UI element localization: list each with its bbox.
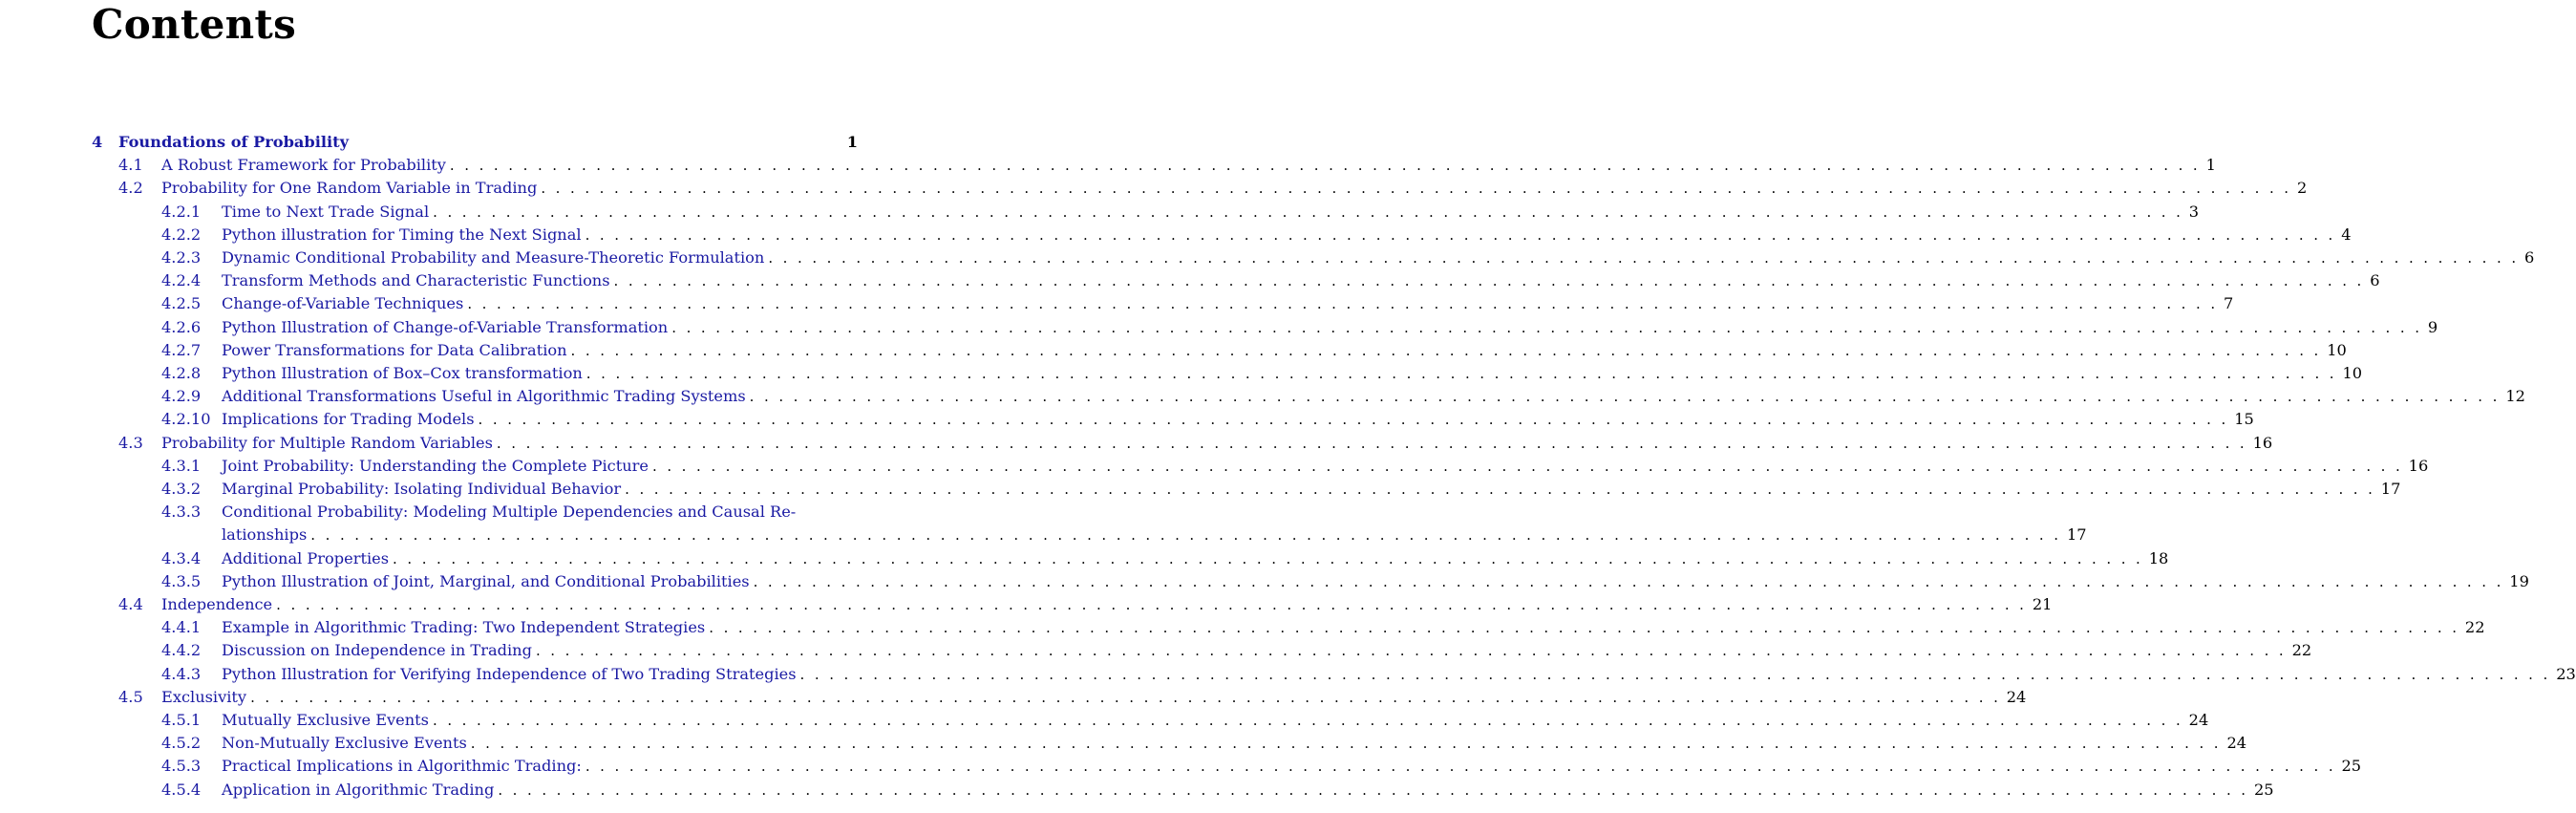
- toc-entry-title[interactable]: Python Illustration of Joint, Marginal, and Conditional Probabilities: [222, 571, 750, 590]
- dot-leader: . . . . . . . . . . . . . . . . . . . . . . . . . . . . . . . . . . . . . . . . . . . . . . . . . . . . . . . . . . . . . . . . . . . . . . . . . . . . . . . . . . . . . . . . . . . . . . . . . . . . . . . . . . . . . . . . . . . . . . . .: [535, 642, 2287, 660]
- toc-entry-number[interactable]: 4.2.7: [161, 340, 202, 359]
- toc-page-number[interactable]: 16: [2408, 456, 2429, 475]
- toc-subsection-entry[interactable]: [161, 502, 858, 523]
- dot-leader: . . . . . . . . . . . . . . . . . . . . . . . . . . . . . . . . . . . . . . . . . . . . . . . . . . . . . . . . . . . . . . . . . . . . . . . . . . . . . . . . . . . . . . . . . . . . . . . . . . . . . . . . . . . . . . . . . . . . . . . .: [498, 781, 2248, 799]
- toc-section-entry[interactable]: [118, 687, 2027, 708]
- toc-entry-title[interactable]: Marginal Probability: Isolating Individual Behavior: [222, 480, 622, 498]
- toc-entry-title[interactable]: Practical Implications in Algorithmic Trading:: [222, 757, 582, 776]
- toc-entry-number[interactable]: 4.2.2: [161, 225, 202, 244]
- toc-subsection-entry[interactable]: [161, 363, 2363, 384]
- toc-subsection-entry[interactable]: [161, 225, 2352, 246]
- toc-page-number[interactable]: 6: [2524, 248, 2535, 267]
- toc-page-number[interactable]: 22: [2464, 618, 2485, 637]
- toc-page-number[interactable]: 22: [2291, 641, 2312, 660]
- toc-entry-number[interactable]: 4.2: [118, 179, 143, 198]
- toc-entry-title[interactable]: Probability for Multiple Random Variables: [161, 433, 493, 452]
- toc-section-entry[interactable]: [118, 594, 2053, 615]
- toc-page-number[interactable]: 19: [2509, 571, 2529, 590]
- toc-subsection-entry[interactable]: [161, 733, 2247, 754]
- toc-entry-title[interactable]: Transform Methods and Characteristic Functions: [222, 271, 610, 290]
- toc-page-number[interactable]: 17: [2066, 525, 2087, 545]
- dot-leader: . . . . . . . . . . . . . . . . . . . . . . . . . . . . . . . . . . . . . . . . . . . . . . . . . . . . . . . . . . . . . . . . . . . . . . . . . . . . . . . . . . . . . . . . . . . . . . . . . . . . . . . . . . . . . . . . . . . . . . . .: [709, 619, 2459, 637]
- toc-entry-title[interactable]: Joint Probability: Understanding the Complete Picture: [222, 456, 649, 475]
- toc-entry-title[interactable]: Power Transformations for Data Calibration: [222, 340, 567, 359]
- dot-leader: . . . . . . . . . . . . . . . . . . . . . . . . . . . . . . . . . . . . . . . . . . . . . . . . . . . . . . . . . . . . . . . . . . . . . . . . . . . . . . . . . . . . . . . . . . . . . . . . . . . . . . . . . . . . . . . . . . . . . . . .: [671, 318, 2422, 336]
- toc-entry-number[interactable]: 4.3: [118, 433, 143, 452]
- toc-entry-title[interactable]: Foundations of Probability: [118, 133, 350, 151]
- toc-subsection-entry[interactable]: [161, 456, 2429, 477]
- toc-entry-number[interactable]: 4.3.5: [161, 571, 202, 590]
- toc-page-number[interactable]: 1: [846, 133, 858, 151]
- toc-entry-number[interactable]: 4.4.1: [161, 618, 202, 637]
- toc-page-number[interactable]: 7: [2224, 294, 2234, 313]
- toc-entry-number[interactable]: 4.5.2: [161, 734, 202, 753]
- toc-page-number[interactable]: 3: [2188, 202, 2200, 221]
- toc-entry-title[interactable]: Exclusivity: [161, 687, 247, 706]
- toc-entry-title[interactable]: Python Illustration for Verifying Independence of Two Trading Strategies: [222, 664, 797, 683]
- toc-entry-number[interactable]: 4.3.1: [161, 456, 202, 475]
- dot-leader: . . . . . . . . . . . . . . . . . . . . . . . . . . . . . . . . . . . . . . . . . . . . . . . . . . . . . . . . . . . . . . . . . . . . . . . . . . . . . . . . . . . . . . . . . . . . . . . . . . . . . . . . . . . . . . . . . . . . . . . .: [585, 225, 2336, 244]
- dot-leader: . . . . . . . . . . . . . . . . . . . . . . . . . . . . . . . . . . . . . . . . . . . . . . . . . . . . . . . . . . . . . . . . . . . . . . . . . . . . . . . . . . . . . . . . . . . . . . . . . . . . . . . . . . . . . . . . . . . . . . . .: [449, 157, 2201, 175]
- toc-subsection-entry[interactable]: [161, 202, 2200, 223]
- toc-entry-title[interactable]: Application in Algorithmic Trading: [222, 780, 495, 799]
- toc-entry-number[interactable]: 4.2.5: [161, 294, 202, 313]
- toc-entry-title[interactable]: Dynamic Conditional Probability and Measure-Theoretic Formulation: [222, 248, 765, 267]
- toc-page-number[interactable]: 25: [2341, 757, 2362, 776]
- dot-leader: . . . . . . . . . . . . . . . . . . . . . . . . . . . . . . . . . . . . . . . . . . . . . . . . . . . . . . . . . . . . . . . . . . . . . . . . . . . . . . . . . . . . . . . . . . . . . . . . . . . . . . . . . . . . . . . . . . . . . . . .: [570, 341, 2322, 359]
- toc-entry-title[interactable]: Time to Next Trade Signal: [222, 202, 430, 221]
- toc-entry-number[interactable]: 4.2.8: [161, 364, 202, 382]
- toc-page-number[interactable]: 10: [2342, 364, 2363, 382]
- toc-entry-title[interactable]: A Robust Framework for Probability: [161, 156, 446, 175]
- toc-entry-number[interactable]: 4.5.3: [161, 757, 202, 776]
- toc-entry-number[interactable]: 4.2.6: [161, 317, 202, 336]
- toc-page-number[interactable]: 24: [2226, 734, 2247, 753]
- toc-entry-number[interactable]: 4.3.4: [161, 548, 202, 567]
- dot-leader: . . . . . . . . . . . . . . . . . . . . . . . . . . . . . . . . . . . . . . . . . . . . . . . . . . . . . . . . . . . . . . . . . . . . . . . . . . . . . . . . . . . . . . . . . . . . . . . . . . . . . . . . . . . . . . . . . . . . . . . .: [478, 411, 2229, 429]
- toc-entry-number[interactable]: 4.2.10: [161, 410, 211, 429]
- toc-subsection-entry[interactable]: [161, 293, 2234, 314]
- toc-page-number[interactable]: 18: [2148, 548, 2169, 567]
- dot-leader: . . . . . . . . . . . . . . . . . . . . . . . . . . . . . . . . . . . . . . . . . . . . . . . . . . . . . . . . . . . . . . . . . . . . . . . . . . . . . . . . . . . . . . . . . . . . . . . . . . . . . . . . . . . . . . . . . . . . . . . .: [310, 526, 2061, 545]
- toc-chapter-entry[interactable]: [92, 132, 858, 153]
- toc-entry-title-continuation[interactable]: lationships: [222, 525, 308, 545]
- toc-entry-title[interactable]: Implications for Trading Models: [222, 410, 475, 429]
- page-title: Contents: [92, 1, 297, 48]
- toc-entry-number[interactable]: 4.4: [118, 595, 143, 613]
- dot-leader: . . . . . . . . . . . . . . . . . . . . . . . . . . . . . . . . . . . . . . . . . . . . . . . . . . . . . . . . . . . . . . . . . . . . . . . . . . . . . . . . . . . . . . . . . . . . . . . . . . . . . . . . . . . . . . . . . . . . . . . .: [585, 365, 2337, 382]
- toc-entry-title[interactable]: Non-Mutually Exclusive Events: [222, 734, 467, 753]
- toc-page-number[interactable]: 21: [2032, 595, 2053, 613]
- toc-section-entry[interactable]: [118, 178, 2308, 199]
- toc-entry-number[interactable]: 4.3.3: [161, 503, 202, 522]
- toc-subsection-entry[interactable]: [161, 409, 2254, 430]
- toc-section-entry[interactable]: [118, 155, 2216, 176]
- toc-page-number[interactable]: 4: [2341, 225, 2352, 244]
- toc-entry-number[interactable]: 4.4.3: [161, 664, 202, 683]
- toc-subsection-entry[interactable]: [161, 340, 2347, 361]
- toc-subsection-entry[interactable]: [161, 640, 2312, 661]
- toc-page-number[interactable]: 12: [2505, 387, 2525, 406]
- toc-entry-continuation[interactable]: [222, 524, 2087, 546]
- toc-entry-number[interactable]: 4.1: [118, 156, 143, 175]
- toc-page-number[interactable]: 6: [2370, 271, 2380, 290]
- toc-subsection-entry[interactable]: [161, 780, 2274, 801]
- toc-subsection-entry[interactable]: [161, 270, 2380, 291]
- dot-leader: . . . . . . . . . . . . . . . . . . . . . . . . . . . . . . . . . . . . . . . . . . . . . . . . . . . . . . . . . . . . . . . . . . . . . . . . . . . . . . . . . . . . . . . . . . . . . . . . . . . . . . . . . . . . . . . . . . . . . . . .: [393, 549, 2143, 567]
- toc-subsection-entry[interactable]: [161, 386, 2525, 407]
- dot-leader: . . . . . . . . . . . . . . . . . . . . . . . . . . . . . . . . . . . . . . . . . . . . . . . . . . . . . . . . . . . . . . . . . . . . . . . . . . . . . . . . . . . . . . . . . . . . . . . . . . . . . . . . . . . . . . . . . . . . . . . .: [250, 688, 2001, 706]
- toc-entry-number[interactable]: 4.2.4: [161, 271, 202, 290]
- toc-entry-number[interactable]: 4.5: [118, 687, 143, 706]
- dot-leader: . . . . . . . . . . . . . . . . . . . . . . . . . . . . . . . . . . . . . . . . . . . . . . . . . . . . . . . . . . . . . . . . . . . . . . . . . . . . . . . . . . . . . . . . . . . . . . . . . . . . . . . . . . . . . . . . . . . . . . . .: [613, 272, 2365, 290]
- toc-subsection-entry[interactable]: [161, 571, 2529, 592]
- toc-entry-title[interactable]: Discussion on Independence in Trading: [222, 641, 532, 660]
- toc-entry-title[interactable]: Python illustration for Timing the Next Signal: [222, 225, 582, 244]
- toc-page-number[interactable]: 9: [2427, 317, 2438, 336]
- toc-page-number[interactable]: 16: [2252, 433, 2273, 452]
- dot-leader: . . . . . . . . . . . . . . . . . . . . . . . . . . . . . . . . . . . . . . . . . . . . . . . . . . . . . . . . . . . . . . . . . . . . . . . . . . . . . . . . . . . . . . . . . . . . . . . . . . . . . . . . . . . . . . . . . . . . . . . .: [749, 388, 2501, 406]
- toc-entry-title[interactable]: Additional Properties: [222, 548, 390, 567]
- toc-entry-number[interactable]: 4.2.9: [161, 387, 202, 406]
- toc-page-number[interactable]: 2: [2296, 179, 2308, 198]
- toc-entry-title[interactable]: Mutually Exclusive Events: [222, 711, 429, 729]
- toc-entry-title[interactable]: Python Illustration of Change-of-Variable Transformation: [222, 317, 669, 336]
- toc-entry-title[interactable]: Python Illustration of Box–Cox transformation: [222, 364, 583, 382]
- toc-subsection-entry[interactable]: [161, 317, 2438, 338]
- toc-page-number[interactable]: 10: [2327, 340, 2347, 359]
- toc-page-number[interactable]: 23: [2556, 664, 2576, 683]
- toc-subsection-entry[interactable]: [161, 548, 2169, 569]
- dot-leader: . . . . . . . . . . . . . . . . . . . . . . . . . . . . . . . . . . . . . . . . . . . . . . . . . . . . . . . . . . . . . . . . . . . . . . . . . . . . . . . . . . . . . . . . . . . . . . . . . . . . . . . . . . . . . . . . . . . . . . . .: [753, 572, 2504, 590]
- toc-entry-title[interactable]: Example in Algorithmic Trading: Two Independent Strategies: [222, 618, 706, 637]
- toc-entry-title[interactable]: Probability for One Random Variable in Trading: [161, 179, 538, 198]
- toc-page-number[interactable]: 24: [2188, 711, 2209, 729]
- toc-entry-title[interactable]: Independence: [161, 595, 273, 613]
- toc-entry-number[interactable]: 4.5.4: [161, 780, 202, 799]
- dot-leader: . . . . . . . . . . . . . . . . . . . . . . . . . . . . . . . . . . . . . . . . . . . . . . . . . . . . . . . . . . . . . . . . . . . . . . . . . . . . . . . . . . . . . . . . . . . . . . . . . . . . . . . . . . . . . . . . . . . . . . . .: [467, 295, 2218, 313]
- dot-leader: . . . . . . . . . . . . . . . . . . . . . . . . . . . . . . . . . . . . . . . . . . . . . . . . . . . . . . . . . . . . . . . . . . . . . . . . . . . . . . . . . . . . . . . . . . . . . . . . . . . . . . . . . . . . . . . . . . . . . . . .: [276, 596, 2027, 613]
- dot-leader: . . . . . . . . . . . . . . . . . . . . . . . . . . . . . . . . . . . . . . . . . . . . . . . . . . . . . . . . . . . . . . . . . . . . . . . . . . . . . . . . . . . . . . . . . . . . . . . . . . . . . . . . . . . . . . . . . . . . . . . .: [541, 180, 2291, 198]
- toc-section-entry[interactable]: [118, 433, 2273, 454]
- toc-subsection-entry[interactable]: [161, 710, 2209, 731]
- toc-page-number[interactable]: 1: [2205, 156, 2216, 175]
- toc-entry-number[interactable]: 4: [92, 133, 103, 151]
- toc-entry-number[interactable]: 4.5.1: [161, 711, 202, 729]
- toc-entry-title[interactable]: Conditional Probability: Modeling Multiple Dependencies and Causal Re-: [222, 503, 797, 522]
- dot-leader: . . . . . . . . . . . . . . . . . . . . . . . . . . . . . . . . . . . . . . . . . . . . . . . . . . . . . . . . . . . . . . . . . . . . . . . . . . . . . . . . . . . . . . . . . . . . . . . . . . . . . . . . . . . . . . . . . . . . . . . .: [585, 758, 2336, 776]
- dot-leader: . . . . . . . . . . . . . . . . . . . . . . . . . . . . . . . . . . . . . . . . . . . . . . . . . . . . . . . . . . . . . . . . . . . . . . . . . . . . . . . . . . . . . . . . . . . . . . . . . . . . . . . . . . . . . . . . . . . . . . . .: [799, 665, 2551, 683]
- toc-entry-number[interactable]: 4.2.1: [161, 202, 202, 221]
- dot-leader: . . . . . . . . . . . . . . . . . . . . . . . . . . . . . . . . . . . . . . . . . . . . . . . . . . . . . . . . . . . . . . . . . . . . . . . . . . . . . . . . . . . . . . . . . . . . . . . . . . . . . . . . . . . . . . . . . . . . . . . .: [433, 203, 2183, 221]
- toc-subsection-entry[interactable]: [161, 247, 2535, 268]
- toc-page-number[interactable]: 17: [2380, 480, 2401, 498]
- toc-subsection-entry[interactable]: [161, 617, 2485, 638]
- toc-entry-number[interactable]: 4.2.3: [161, 248, 202, 267]
- toc-entry-title[interactable]: Additional Transformations Useful in Algorithmic Trading Systems: [222, 387, 746, 406]
- toc-page-number[interactable]: 24: [2006, 687, 2027, 706]
- toc-subsection-entry[interactable]: [161, 479, 2401, 500]
- dot-leader: . . . . . . . . . . . . . . . . . . . . . . . . . . . . . . . . . . . . . . . . . . . . . . . . . . . . . . . . . . . . . . . . . . . . . . . . . . . . . . . . . . . . . . . . . . . . . . . . . . . . . . . . . . . . . . . . . . . . . . . .: [768, 249, 2519, 267]
- toc-entry-number[interactable]: 4.3.2: [161, 480, 202, 498]
- toc-subsection-entry[interactable]: [161, 664, 2576, 685]
- dot-leader: . . . . . . . . . . . . . . . . . . . . . . . . . . . . . . . . . . . . . . . . . . . . . . . . . . . . . . . . . . . . . . . . . . . . . . . . . . . . . . . . . . . . . . . . . . . . . . . . . . . . . . . . . . . . . . . . . . . . . . . .: [470, 735, 2222, 753]
- toc-page-number[interactable]: 15: [2234, 410, 2254, 429]
- toc-entry-title[interactable]: Change-of-Variable Techniques: [222, 294, 464, 313]
- toc-entry-number[interactable]: 4.4.2: [161, 641, 202, 660]
- dot-leader: . . . . . . . . . . . . . . . . . . . . . . . . . . . . . . . . . . . . . . . . . . . . . . . . . . . . . . . . . . . . . . . . . . . . . . . . . . . . . . . . . . . . . . . . . . . . . . . . . . . . . . . . . . . . . . . . . . . . . . . .: [432, 712, 2183, 729]
- dot-leader: . . . . . . . . . . . . . . . . . . . . . . . . . . . . . . . . . . . . . . . . . . . . . . . . . . . . . . . . . . . . . . . . . . . . . . . . . . . . . . . . . . . . . . . . . . . . . . . . . . . . . . . . . . . . . . . . . . . . . . . .: [625, 481, 2375, 498]
- dot-leader: . . . . . . . . . . . . . . . . . . . . . . . . . . . . . . . . . . . . . . . . . . . . . . . . . . . . . . . . . . . . . . . . . . . . . . . . . . . . . . . . . . . . . . . . . . . . . . . . . . . . . . . . . . . . . . . . . . . . . . . .: [496, 434, 2247, 452]
- dot-leader: . . . . . . . . . . . . . . . . . . . . . . . . . . . . . . . . . . . . . . . . . . . . . . . . . . . . . . . . . . . . . . . . . . . . . . . . . . . . . . . . . . . . . . . . . . . . . . . . . . . . . . . . . . . . . . . . . . . . . . . .: [652, 457, 2403, 475]
- toc-page-number[interactable]: 25: [2253, 780, 2274, 799]
- toc-subsection-entry[interactable]: [161, 756, 2362, 777]
